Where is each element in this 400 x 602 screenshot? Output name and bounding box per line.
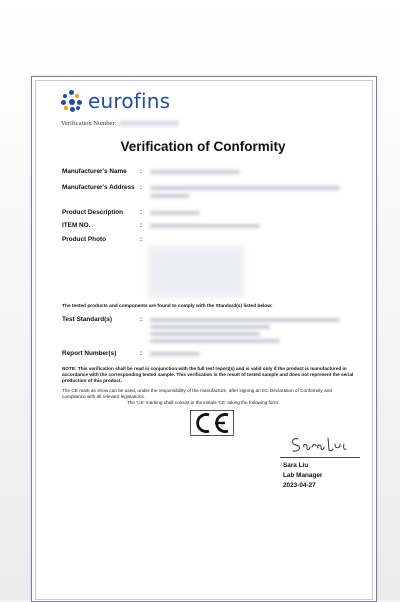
product-photo (148, 246, 244, 298)
colon: : (140, 222, 143, 229)
colon: : (140, 184, 143, 191)
eurofins-logo (61, 88, 170, 114)
redacted-value (150, 211, 200, 215)
ce-mark-icon (190, 410, 234, 436)
redacted-value (150, 352, 200, 356)
redacted-value (150, 325, 270, 329)
colon: : (140, 236, 143, 243)
signature-date: 2023-04-27 (283, 482, 316, 489)
ce-usage-paragraph: The CE mark as show can be used, under the responsibility of the manufacture, after signing an EC Declaration of Conformity and compliance with all relevant legislations. (62, 388, 332, 399)
colon: : (140, 316, 143, 323)
colon: : (140, 209, 143, 216)
report-numbers-label: Report Number(s) (62, 350, 117, 357)
verification-number-label: Verification Number: (61, 120, 117, 127)
validity-note: NOTE: This verification shall be read in conjunction with the full test report(s) and is valid only if the product is manufactured in accordance with the corresponding tested sample. This verification is the result of tested sample and does not represent the serial production of this product. (62, 366, 354, 383)
redacted-value (150, 318, 340, 322)
eurofins-dots-icon (61, 90, 83, 112)
signature-line (280, 457, 360, 458)
handwritten-signature (288, 432, 348, 458)
redacted-value (150, 224, 260, 228)
colon: : (140, 168, 143, 175)
ce-marking-statement: The 'CE' marking shall consist in the initials 'CE' taking the following form: (126, 400, 280, 405)
redacted-value (150, 186, 340, 190)
redacted-value (150, 170, 240, 174)
redacted-value (150, 194, 190, 198)
product-description-label: Product Description (62, 209, 124, 216)
redacted-value (150, 332, 260, 336)
brand-name: eurofins (88, 89, 171, 113)
signer-position: Lab Manager (283, 472, 323, 479)
document-title: Verification of Conformity (120, 139, 286, 154)
item-no-label: ITEM NO. (62, 222, 91, 229)
product-photo-label: Product Photo (62, 236, 107, 243)
test-standards-label: Test Standard(s) (62, 316, 112, 323)
colon: : (140, 350, 143, 357)
redacted-value (119, 121, 179, 126)
verification-number (61, 120, 179, 127)
redacted-value (150, 339, 280, 343)
manufacturer-address-label: Manufacturer's Address (62, 184, 135, 191)
compliance-statement: The tested products and components are found to comply with the Standard(s) listed below: (62, 304, 273, 309)
signer-name: Sara Liu (283, 462, 309, 469)
manufacturer-name-label: Manufacturer's Name (62, 168, 127, 175)
